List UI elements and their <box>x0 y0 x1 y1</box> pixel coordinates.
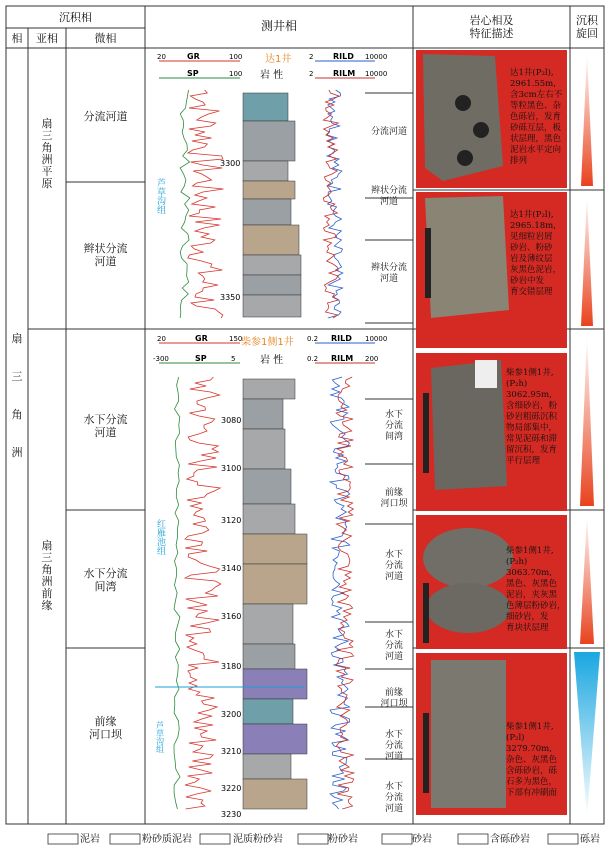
legend-symbol-3 <box>298 834 328 844</box>
well2-formation-lower: 芦草沟组 <box>155 721 165 753</box>
lith-layer <box>243 93 288 121</box>
microfacies-label-1: 分流河道 <box>83 110 128 123</box>
core-photo-5 <box>431 660 506 808</box>
core-caption-5: 柴参1侧1井, (P₂l) 3279.70m, 杂色、灰黑色 含砾砂岩，砾 石多为黑色， 下部有冲刷面 <box>506 722 558 798</box>
lith-layer <box>243 379 295 399</box>
lith-layer <box>243 429 285 469</box>
cycle-triangle-4 <box>580 514 594 644</box>
well2-interp-1: 水下 分流 间湾 <box>384 410 403 442</box>
lith-layer <box>243 255 301 275</box>
well2-interp-6: 水下 分流 河道 <box>384 730 403 762</box>
well2-log-panel <box>145 329 413 824</box>
well2-depth-3120: 3120 <box>221 516 242 525</box>
core-caption-1: 达1井(P₂l), 2961.55m, 含3cm左右不 等粒黑色、杂 色砾岩，发育 砂砾互层，板 状层理，黑色 泥岩水平定向 排列 <box>510 68 563 166</box>
lith-layer <box>243 534 307 564</box>
well1-gr-min: 20 <box>157 53 166 61</box>
lith-layer <box>243 225 299 255</box>
core-photo-2 <box>425 196 509 318</box>
legend-label-sandstone: 砂岩 <box>412 834 432 845</box>
lith-layer <box>243 699 293 724</box>
legend-symbol-2 <box>200 834 230 844</box>
header-logging: 测井相 <box>260 19 297 33</box>
lith-layer <box>243 275 301 295</box>
legend-symbol-5 <box>458 834 488 844</box>
lith-layer <box>243 604 293 644</box>
well1-sp-label: SP <box>187 69 199 78</box>
legend-label-muddy-siltstone: 泥质粉砂岩 <box>233 834 283 845</box>
well2-rilm-label: RILM <box>331 354 354 363</box>
header-facies: 相 <box>11 32 23 45</box>
core-photo-4 <box>423 528 513 588</box>
lith-layer <box>243 644 295 669</box>
cycle-triangle-3 <box>580 334 594 506</box>
header-core: 岩心相及 特征描述 <box>469 14 514 40</box>
well2-depth-3180: 3180 <box>221 662 242 671</box>
well2-interp-4: 水下 分流 河道 <box>384 630 403 662</box>
well1-rilm-label: RILM <box>333 69 356 78</box>
lith-layer <box>243 724 307 754</box>
cycle-column <box>570 48 604 824</box>
well1-rild-max: 10000 <box>365 53 388 61</box>
well2-gr-label: GR <box>195 334 208 343</box>
lith-layer <box>243 161 288 181</box>
core-caption-4: 柴参1侧1井, (P₂h) 3063.70m, 黑色、灰黑色 泥岩，夹灰黑 色薄层粉砂岩， 细砂岩，发 育块状层理 <box>506 546 566 633</box>
well1-rild-label: RILD <box>333 52 354 61</box>
well2-sp-label: SP <box>195 354 207 363</box>
header-cycle: 沉积 旋回 <box>576 14 598 40</box>
well1-rilm-max: 10000 <box>365 70 388 78</box>
legend-symbol-1 <box>110 834 140 844</box>
well1-name: 达1井 <box>265 54 292 65</box>
legend-label-mudstone: 泥岩 <box>80 834 100 845</box>
well2-rilm-min: 0.2 <box>307 355 319 363</box>
core-caption-2: 达1井(P₂l), 2965.18m, 见细粒岩屑 砂岩、粉砂 岩及薄纹层 灰黑色泥岩， 砂岩中发 育交错层理 <box>510 210 562 297</box>
lith-layer <box>243 504 295 534</box>
microfacies-label-5: 前缘 河口坝 <box>89 715 122 741</box>
well2-depth-3160: 3160 <box>221 612 242 621</box>
well1-lith-label: 岩 性 <box>260 70 284 81</box>
lith-layer <box>243 295 301 317</box>
legend-symbol-4 <box>382 834 412 844</box>
legend-label-pebbly-sandstone: 含砾砂岩 <box>490 834 530 845</box>
well2-depth-3200: 3200 <box>221 710 242 719</box>
well2-depth-3100: 3100 <box>221 464 242 473</box>
well2-rild-max: 10000 <box>365 335 388 343</box>
well2-interp-7: 水下 分流 河道 <box>384 782 403 814</box>
header-facies-group: 沉积相 <box>59 11 92 24</box>
well2-interp-3: 水下 分流 河道 <box>384 550 403 582</box>
cycle-triangle-1 <box>581 52 593 186</box>
lith-layer <box>243 469 291 504</box>
well2-interp-2: 前缘 河口坝 <box>380 488 408 509</box>
lith-layer <box>243 779 307 809</box>
well2-sp-max: 5 <box>231 355 236 363</box>
facies-label: 扇 三 角 洲 <box>11 332 23 459</box>
well1-sp-max: 100 <box>229 70 243 78</box>
legend-symbol-6 <box>548 834 578 844</box>
legend-label-siltstone: 粉砂岩 <box>328 834 358 845</box>
microfacies-label-2: 辫状分流 河道 <box>83 242 128 268</box>
well2-depth-3230: 3230 <box>221 810 242 819</box>
well1-rild-min: 2 <box>309 53 314 61</box>
well1-interp-1: 分流河道 <box>370 127 407 137</box>
well1-depth-3350: 3350 <box>220 293 241 302</box>
lith-layer <box>243 199 291 225</box>
well1-rilm-min: 2 <box>309 70 314 78</box>
well2-rild-label: RILD <box>331 334 352 343</box>
header-microfacies: 微相 <box>94 32 117 45</box>
well2-formation-upper: 红雁池组 <box>155 519 165 555</box>
lith-layer <box>243 181 295 199</box>
cycle-triangle-5 <box>574 652 600 818</box>
microfacies-label-4: 水下分流 间湾 <box>83 567 128 593</box>
cycle-triangle-2 <box>581 194 593 326</box>
well2-interp-5: 前缘 河口坝 <box>380 688 408 709</box>
subfacies-label-plain: 扇 三 角 洲 平 原 <box>41 117 53 190</box>
lith-layer <box>243 564 307 604</box>
well2-depth-3220: 3220 <box>221 784 242 793</box>
legend-label-conglomerate: 砾岩 <box>580 834 600 845</box>
well1-interp-2: 辫状分流 河道 <box>370 186 407 207</box>
well2-depth-3140: 3140 <box>221 564 242 573</box>
well2-rild-min: 0.2 <box>307 335 319 343</box>
lith-layer <box>243 121 295 161</box>
well1-depth-3300: 3300 <box>220 159 241 168</box>
well2-depth-3080: 3080 <box>221 416 242 425</box>
well2-depth-3210: 3210 <box>221 747 242 756</box>
legend-symbol-0 <box>48 834 78 844</box>
well2-gr-max: 150 <box>229 335 243 343</box>
header-subfacies: 亚相 <box>36 32 58 45</box>
well2-lith-label: 岩 性 <box>260 355 284 366</box>
well2-sp-min: -300 <box>153 355 169 363</box>
well1-gr-max: 100 <box>229 53 243 61</box>
lith-layer <box>243 399 283 429</box>
well1-formation: 芦草沟组 <box>155 178 165 214</box>
lith-layer <box>243 754 291 779</box>
microfacies-label-3: 水下分流 河道 <box>83 413 128 439</box>
well2-gr-min: 20 <box>157 335 166 343</box>
well2-name: 柴参1侧1井 <box>241 337 294 348</box>
lith-layer <box>243 669 307 699</box>
well1-gr-label: GR <box>187 52 200 61</box>
legend-label-silty-mudstone: 粉砂质泥岩 <box>142 834 192 845</box>
well1-interp-3: 辫状分流 河道 <box>370 263 407 284</box>
well2-rilm-max: 200 <box>365 355 379 363</box>
subfacies-label-front: 扇 三 角 洲 前 缘 <box>41 539 53 612</box>
core-caption-3: 柴参1侧1井, (P₂h) 3062.95m, 含细砂岩，粉 砂岩粗砾沉积 物局部集中， 常见泥砾和滞 留沉积，发育 平行层理 <box>506 368 558 466</box>
